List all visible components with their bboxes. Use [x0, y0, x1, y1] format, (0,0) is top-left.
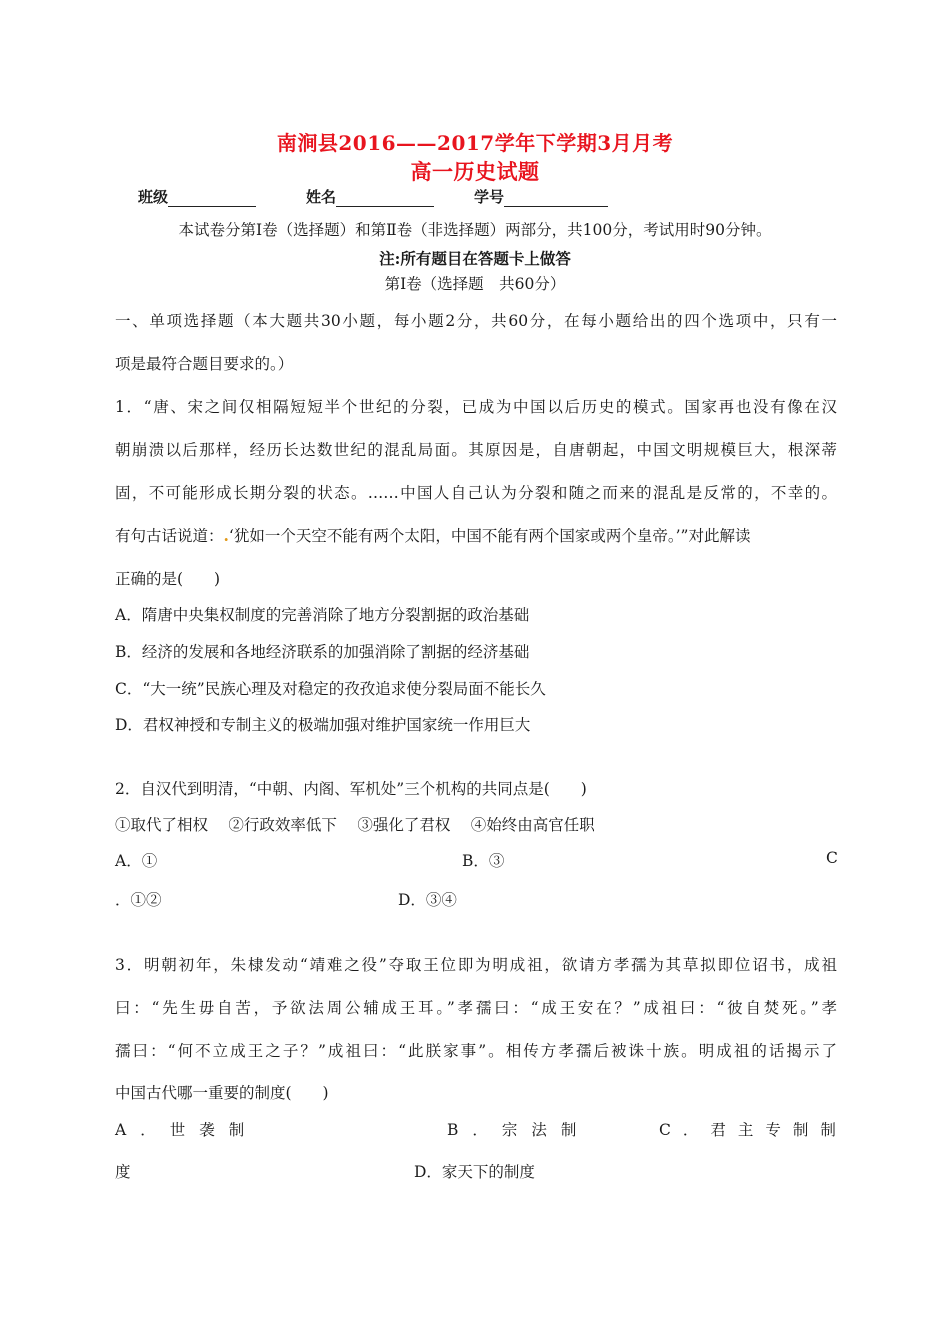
class-field[interactable] [138, 186, 306, 207]
q1-option-b[interactable]: B．经济的发展和各地经济联系的加强消除了割据的经济基础 [115, 643, 530, 661]
section1-instruction-line1: 一、单项选择题（本大题共30小题，每小题2分，共60分，在每小题给出的四个选项中，只有一 [115, 312, 837, 330]
q1-option-d[interactable]: D．君权神授和专制主义的极端加强对维护国家统一作用巨大 [115, 716, 531, 734]
name-blank [336, 190, 434, 207]
name-label: 姓名 [306, 188, 337, 206]
q1-line4 [115, 524, 837, 546]
q1-line2: 朝崩溃以后那样，经历长达数世纪的混乱局面。其原因是，自唐朝起，中国文明规模巨大，根深蒂 [115, 441, 837, 459]
q1-line4-after: ‘犹如一个天空不能有两个太阳，中国不能有两个国家或两个皇帝。’”对此解读 [228, 527, 751, 545]
q3-line4: 中国古代哪一重要的制度( ) [115, 1084, 329, 1102]
q3-option-d[interactable]: D．家天下的制度 [414, 1163, 535, 1181]
exam-title: 南涧县2016——2017学年下学期3月月考 [276, 131, 674, 155]
exam-description: 本试卷分第Ⅰ卷（选择题）和第Ⅱ卷（非选择题）两部分，共100分，考试用时90分钟。 [178, 221, 772, 239]
q1-line4-mark: . [223, 526, 229, 545]
class-blank [168, 190, 256, 207]
student-info-row [138, 186, 634, 207]
q3-option-b[interactable]: B．宗法制 [447, 1121, 591, 1139]
q2-statements: ①取代了相权 ②行政效率低下 ③强化了君权 ④始终由高官任职 [115, 816, 595, 834]
q1-line3: 固，不可能形成长期分裂的状态。……中国人自己认为分裂和随之而来的混乱是反常的，不幸的。 [115, 484, 837, 502]
student-id-field[interactable] [474, 186, 634, 207]
q2-option-d[interactable]: D．③④ [398, 891, 457, 909]
q1-option-c[interactable]: C．“大一统”民族心理及对稳定的孜孜追求使分裂局面不能长久 [115, 680, 546, 698]
q3-option-a[interactable]: A．世袭制 [115, 1121, 259, 1139]
q3-line3: 孺曰：“何不立成王之子？”成祖曰：“此朕家事”。相传方孝孺后被诛十族。明成祖的话揭示了 [115, 1042, 837, 1060]
q2-option-c-letter[interactable]: C [826, 849, 838, 867]
q1-line4-before: 有句古话说道： [115, 527, 224, 545]
exam-subtitle: 高一历史试题 [410, 159, 540, 184]
q1-line5: 正确的是( ) [115, 570, 221, 588]
name-field[interactable] [306, 186, 474, 207]
part1-heading: 第Ⅰ卷（选择题 共60分） [384, 275, 566, 293]
section1-instruction-line2: 项是最符合题目要求的。） [115, 355, 294, 373]
q1-line1: 1．“唐、宋之间仅相隔短短半个世纪的分裂，已成为中国以后历史的模式。国家再也没有像在汉 [115, 398, 837, 416]
q3-line1: 3．明朝初年，朱棣发动“靖难之役”夺取王位即为明成祖，欲请方孝孺为其草拟即位诏书，成祖 [115, 956, 837, 974]
student-id-label: 学号 [474, 188, 505, 206]
student-id-blank [504, 190, 608, 207]
q2-option-c-rest[interactable]: ．①② [115, 891, 162, 909]
q2-option-b[interactable]: B．③ [462, 852, 505, 870]
q3-option-c-end: 度 [115, 1163, 131, 1181]
class-label: 班级 [138, 188, 169, 206]
q2-stem: 2．自汉代到明清，“中朝、内阁、军机处”三个机构的共同点是( ) [115, 780, 587, 798]
answer-note: 注:所有题目在答题卡上做答 [379, 249, 571, 268]
q1-option-a[interactable]: A．隋唐中央集权制度的完善消除了地方分裂割据的政治基础 [115, 606, 530, 624]
q3-option-c[interactable]: C．君主专制制 [659, 1121, 848, 1139]
q3-line2: 曰：“先生毋自苦，予欲法周公辅成王耳。”孝孺曰：“成王安在？”成祖曰：“彼自焚死。”孝 [115, 999, 837, 1017]
q2-option-a[interactable]: A．① [115, 852, 158, 870]
